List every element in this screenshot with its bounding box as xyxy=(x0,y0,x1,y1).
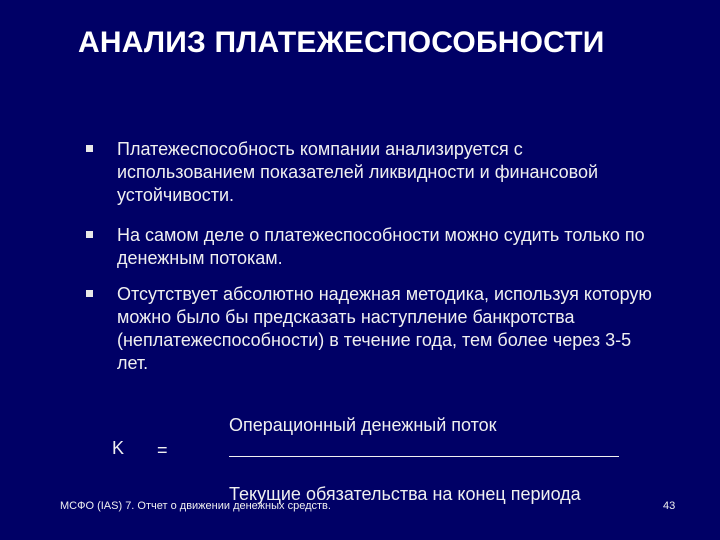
bullet-text: Платежеспособность компании анализируется с использованием показателей ликвидности и финансовой устойчивости. xyxy=(117,139,599,205)
formula-numerator: Операционный денежный поток xyxy=(229,415,497,435)
formula-equals: = xyxy=(157,440,168,460)
formula-variable: K xyxy=(112,438,125,458)
slide-footer: МСФО (IAS) 7. Отчет о движении денежных средств. xyxy=(60,500,331,512)
bullet-text: Отсутствует абсолютно надежная методика, используя которую можно было бы предсказать наступление банкротства (неплатежеспособности) в течение года, тем более через 3-5 лет. xyxy=(117,284,652,373)
slide-title: АНАЛИЗ ПЛАТЕЖЕСПОСОБНОСТИ xyxy=(78,26,605,59)
fraction-line xyxy=(229,456,619,457)
bullet-text: На самом деле о платежеспособности можно судить только по денежным потокам. xyxy=(117,225,645,268)
formula-denominator: Текущие обязательства на конец периода xyxy=(229,484,581,504)
page-number: 43 xyxy=(663,500,676,512)
